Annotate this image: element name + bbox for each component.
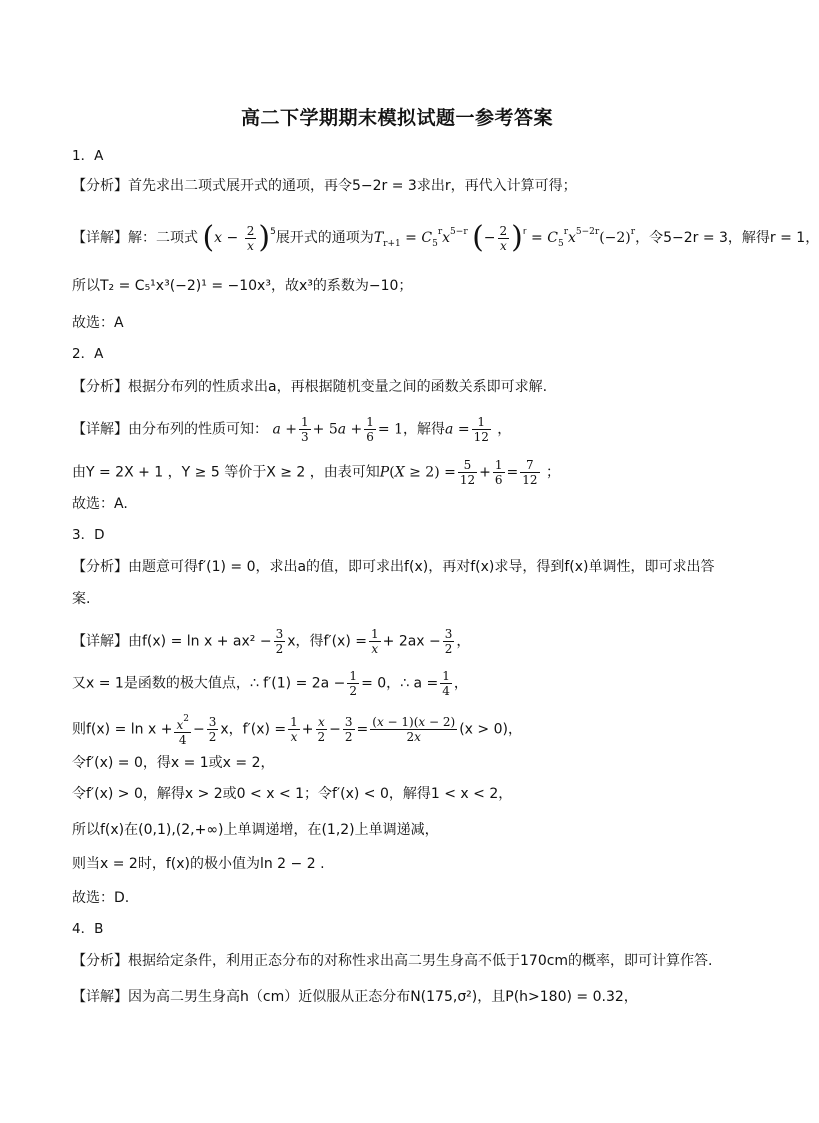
q3-line3-a: 则f(x) = ln x + — [72, 721, 173, 738]
q1-line2: 所以T₂ = C₅¹x³(−2)¹ = −10x³，故x³的系数为−10； — [72, 278, 413, 294]
q3-line2-b: = 0，∴ a = — [361, 675, 439, 692]
q2-number: 2．A — [72, 346, 104, 362]
detail-tag: 【详解】 — [72, 633, 128, 650]
q3-line5: 令f′(x) > 0，解得x > 2或0 < x < 1；令f′(x) < 0，解得1 < x < 2， — [72, 786, 513, 802]
analysis-tag: 【分析】 — [72, 379, 128, 395]
q1-answer: 故选：A — [72, 315, 124, 331]
q3-line3-b: x，f′(x) = — [220, 721, 287, 738]
q2-detail-b: ，解得 — [403, 421, 446, 438]
q1-detail: 【详解】解：二项式 (x − $\frac{2}{x}$ )$^5$展开式的通项为$T_{r+1} = C_5^rx^{5-r}$ (− $\frac{2}{x}$ )$^r = C_5^rx^{5-2r}(-2)^r$，令5−2r = 3，解得r = 1， — [72, 220, 819, 255]
q3-line6: 所以f(x)在(0,1),(2,+∞)上单调递增，在(1,2)上单调递减， — [72, 822, 439, 838]
detail-tag: 【详解】 — [72, 230, 128, 246]
q2-analysis-text: 根据分布列的性质求出a，再根据随机变量之间的函数关系即可求解. — [128, 379, 548, 395]
analysis-tag: 【分析】 — [72, 178, 128, 194]
q1-number: 1．A — [72, 148, 104, 164]
q4-detail — [72, 987, 638, 1007]
q3-line2-a: 又x = 1是函数的极大值点，∴ f′(1) = 2a − — [72, 675, 346, 692]
q3-detail-a: 由f(x) = ln x + ax² − — [128, 633, 272, 650]
fraction-2-over-x: $\frac{2}{x}$ — [246, 223, 255, 253]
q3-line4: 令f′(x) = 0，得x = 1或x = 2， — [72, 755, 275, 771]
q2-detail-a: 由分布列的性质可知： — [128, 421, 268, 438]
q3-analysis — [72, 557, 714, 577]
q3-analysis-text: 由题意可得f′(1) = 0，求出a的值，即可求出f(x)，再对f(x)求导，得到f(x)单调性，即可求出答 — [128, 559, 715, 575]
q4-detail-text: 因为高二男生身高h（cm）近似服从正态分布N(175,σ²)，且P(h>180) = 0.32， — [128, 989, 638, 1005]
q3-line3-c: (x > 0)， — [459, 721, 522, 738]
q1-detail-b: 展开式的通项为 — [275, 230, 374, 246]
q3-detail-c: + 2ax − — [382, 633, 441, 650]
q3-line3: 则f(x) = ln x + $\frac{x^2}{4}$ − $\frac{3}{2}$ x，f′(x) = $\frac{1}{x}$ + $\frac{x}{2}$ − $\frac{3}{2}$ = $\frac{(x - 1)(x - 2)}{2x}$ (x > 0)， — [72, 714, 522, 747]
q1-detail-a: 解：二项式 — [128, 230, 198, 246]
q3-answer: 故选：D. — [72, 890, 130, 906]
q1-analysis-text: 首先求出二项式展开式的通项，再令5−2r = 3求出r，再代入计算可得； — [128, 178, 577, 194]
q3-detail-b: x，得f′(x) = — [287, 633, 367, 650]
analysis-tag: 【分析】 — [72, 953, 128, 969]
q3-line2: 又x = 1是函数的极大值点，∴ f′(1) = 2a − $\frac{1}{2}$ = 0，∴ a = $\frac{1}{4}$ ， — [72, 669, 468, 698]
detail-tag: 【详解】 — [72, 989, 128, 1005]
q1-analysis — [72, 176, 577, 196]
analysis-tag: 【分析】 — [72, 559, 128, 575]
q4-analysis — [72, 951, 713, 971]
right-paren: ) — [258, 220, 271, 255]
q3-detail: 【详解】由f(x) = ln x + ax² − $\frac{3}{2}$ x，得f′(x) = $\frac{1}{x}$ + 2ax − $\frac{3}{2}$ ， — [72, 627, 471, 656]
page-title: 高二下学期期末模拟试题一参考答案 — [240, 107, 553, 129]
q1-detail-c: ，令5−2r = 3，解得r = 1， — [635, 230, 819, 246]
q3-number: 3．D — [72, 527, 105, 543]
q4-analysis-text: 根据给定条件，利用正态分布的对称性求出高二男生身高不低于170cm的概率，即可计算作答. — [128, 953, 713, 969]
left-paren: ( — [202, 220, 215, 255]
q2-line2-a: 由Y = 2X + 1 ，Y ≥ 5 等价于X ≥ 2 ，由表可知 — [72, 464, 380, 481]
q2-answer: 故选：A. — [72, 496, 128, 512]
q3-line7: 则当x = 2时，f(x)的极小值为ln 2 − 2 . — [72, 856, 325, 872]
q3-analysis-cont: 案. — [72, 591, 91, 607]
q4-number: 4．B — [72, 921, 104, 937]
q2-analysis — [72, 377, 547, 397]
q2-line2: 由Y = 2X + 1 ，Y ≥ 5 等价于X ≥ 2 ，由表可知P(X ≥ 2) = $\frac{5}{12}$ + $\frac{1}{6}$ = $\frac{7}{12}$ ； — [72, 458, 560, 487]
q2-detail: 【详解】由分布列的性质可知： a + $\frac{1}{3}$ + 5a + $\frac{1}{6}$ = 1，解得a = $\frac{1}{12}$ ， — [72, 415, 512, 444]
detail-tag: 【详解】 — [72, 421, 128, 438]
